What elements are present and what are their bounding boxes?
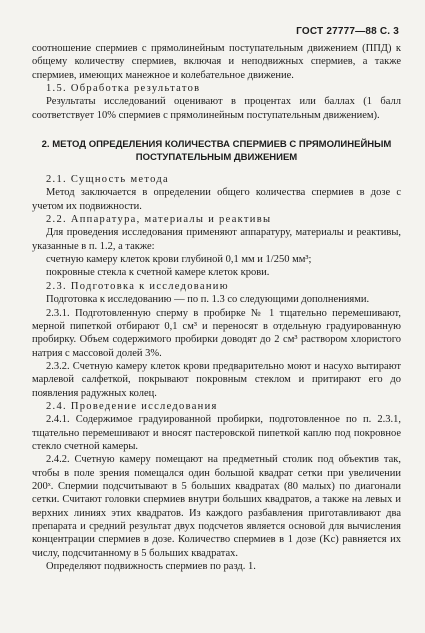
paragraph: Для проведения исследования применяют аппаратуру, материалы и реактивы, указанные в п. 1.2, а также: — [32, 227, 401, 252]
subsection-heading: 2.1. Сущность метода — [46, 174, 169, 186]
subsection-heading: 2.4. Проведение исследования — [46, 400, 218, 412]
paragraph: Метод заключается в определении общего количества спермиев в дозе с учетом их подвижности. — [32, 187, 401, 212]
subsection-heading: 2.3. Подготовка к исследованию — [46, 280, 229, 292]
paragraph: покровные стекла к счетной камере клеток крови. — [46, 267, 270, 279]
paragraph: соотношение спермиев с прямолинейным поступательным движением (ППД) к общему количеству спермиев, включая и неподвижных спермиев, а также спермиев, имеющих манежное и колебательное движение. — [32, 43, 401, 81]
paragraph: 2.3.2. Счетную камеру клеток крови предварительно моют и насухо вытирают марлевой салфеткой, покрывают покровным стеклом и притирают его до появления радужных колец. — [32, 360, 401, 399]
paragraph: 2.3.1. Подготовленную сперму в пробирке № 1 тщательно перемешивают, мерной пипеткой отбирают 0,1 см³ и переносят в отдельную градуированную пробирку. Объем содержимого пробирки доводят до 2 см³ раствором хлористого натрия с массовой долей 3%. — [32, 307, 401, 359]
paragraph: счетную камеру клеток крови глубиной 0,1 мм и 1/250 мм³; — [46, 254, 312, 266]
page-header: ГОСТ 27777—88 С. 3 — [296, 26, 399, 37]
subsection-heading: 1.5. Обработка результатов — [46, 83, 201, 95]
section-title: 2. МЕТОД ОПРЕДЕЛЕНИЯ КОЛИЧЕСТВА СПЕРМИЕВ С ПРЯМОЛИНЕЙНЫМ ПОСТУПАТЕЛЬНЫМ ДВИЖЕНИЕМ — [41, 139, 392, 164]
paragraph: Результаты исследований оценивают в процентах или баллах (1 балл соответствует 10% спермиев с прямолинейным поступательным движением). — [32, 96, 401, 121]
paragraph: 2.4.2. Счетную камеру помещают на предметный столик под объектив так, чтобы в поле зрения помещался один большой квадрат сетки при увеличении 200ˣ. Спермии подсчитывают в 5 больших квадратах (80 малых) по диагонали сетки. Считают головки спермиев внутри больших квадратов, а также на левых и верхних линиях этих квадратов. Из каждого разбавления приготавливают два препарата и средний результат двух подсчетов является основой для вычисления концентрации спермиев в дозе. Количество спермиев в 1 дозе (Kс) равняется их числу, подсчитанному в 5 больших квадратах. — [32, 454, 401, 559]
document-body — [32, 42, 401, 573]
paragraph: Определяют подвижность спермиев по разд. 1. — [46, 561, 256, 573]
paragraph: Подготовка к исследованию — по п. 1.3 со следующими дополнениями. — [46, 294, 370, 306]
subsection-heading: 2.2. Аппаратура, материалы и реактивы — [46, 214, 272, 226]
paragraph: 2.4.1. Содержимое градуированной пробирки, подготовленное по п. 2.3.1, тщательно перемешивают и вносят пастеровской пипеткой каплю под покровное стекло счетной камеры. — [32, 414, 401, 452]
